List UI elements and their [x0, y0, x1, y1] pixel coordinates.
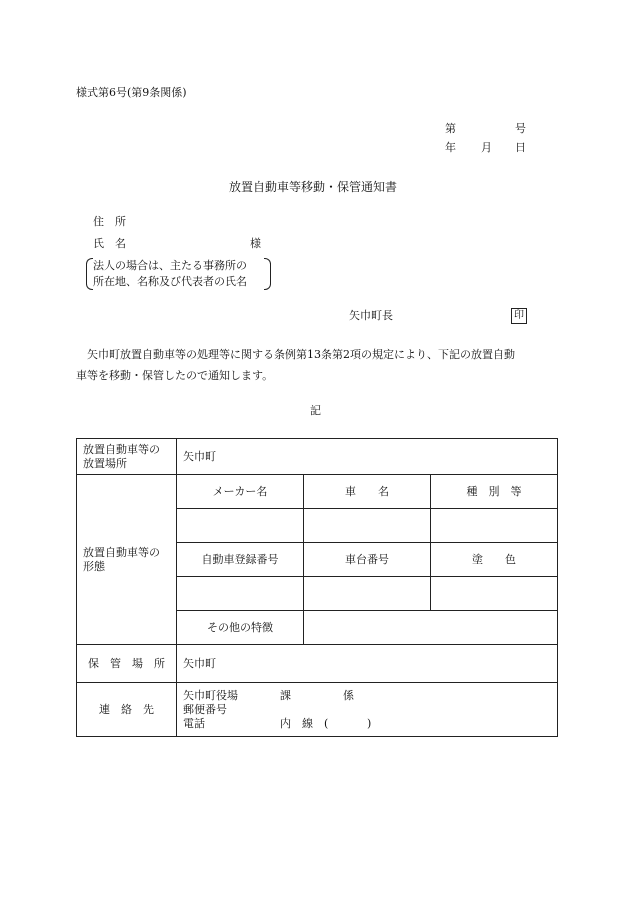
date-year: 年	[445, 141, 456, 154]
contact-postal: 郵便番号	[183, 702, 227, 716]
other-features-value-cell	[304, 611, 558, 645]
location-value: 矢巾町	[177, 439, 558, 475]
car-name-header: 車 名	[304, 475, 431, 509]
note-bracket-left	[86, 258, 93, 290]
color-header: 塗 色	[431, 543, 558, 577]
date-month: 月	[481, 141, 492, 154]
maker-header: メーカー名	[177, 475, 304, 509]
seal-mark: 印	[511, 308, 527, 324]
chassis-no-value-cell	[304, 577, 431, 611]
form-label-line1: 放置自動車等の	[83, 545, 160, 559]
ki-heading: 記	[310, 404, 321, 417]
contact-extension: 内 線 (	[280, 716, 329, 730]
contact-kakari: 係	[343, 688, 354, 702]
contact-phone: 電話	[183, 716, 205, 730]
type-value-cell	[431, 509, 558, 543]
reg-no-value-cell	[177, 577, 304, 611]
contact-ka: 課	[280, 688, 291, 702]
reg-no-header: 自動車登録番号	[177, 543, 304, 577]
contact-cell	[177, 683, 558, 737]
type-header: 種 別 等	[431, 475, 558, 509]
chassis-no-header: 車台番号	[304, 543, 431, 577]
date-day: 日	[515, 141, 526, 154]
location-label-cell	[77, 439, 177, 475]
contact-office: 矢巾町役場	[183, 688, 238, 702]
other-features-label: その他の特徴	[177, 611, 304, 645]
body-text-line2: 車等を移動・保管したので通知します。	[76, 369, 274, 382]
form-label-line2: 形態	[83, 559, 105, 573]
maker-value-cell	[177, 509, 304, 543]
corporate-note-line2: 所在地、名称及び代表者の氏名	[93, 275, 247, 288]
vehicle-info-table	[76, 438, 558, 737]
honorific: 様	[250, 237, 261, 250]
document-number-suffix: 号	[515, 122, 526, 135]
location-label-line2: 放置場所	[83, 456, 127, 470]
address-label: 住 所	[93, 215, 126, 228]
color-value-cell	[431, 577, 558, 611]
car-name-value-cell	[304, 509, 431, 543]
location-label-line1: 放置自動車等の	[83, 442, 160, 456]
sender-title: 矢巾町長	[349, 309, 393, 322]
note-bracket-right	[264, 258, 271, 290]
storage-value: 矢巾町	[177, 645, 558, 683]
form-label-cell	[77, 475, 177, 645]
name-label: 氏 名	[93, 237, 126, 250]
corporate-note-line1: 法人の場合は、主たる事務所の	[93, 259, 247, 272]
form-number-label: 様式第6号(第9条関係)	[76, 86, 187, 99]
body-text-line1: 矢巾町放置自動車等の処理等に関する条例第13条第2項の規定により、下記の放置自動	[76, 348, 515, 361]
document-title: 放置自動車等移動・保管通知書	[229, 180, 398, 194]
contact-label: 連 絡 先	[77, 683, 177, 737]
contact-extension-close: )	[367, 716, 372, 730]
document-number-prefix: 第	[445, 122, 456, 135]
storage-label: 保 管 場 所	[77, 645, 177, 683]
